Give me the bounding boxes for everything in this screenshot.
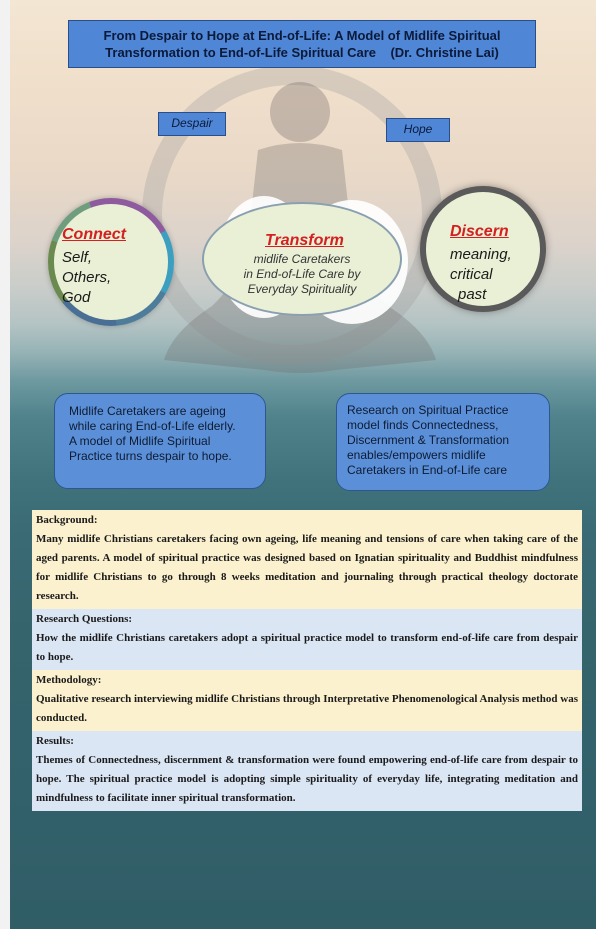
hope-label: Hope	[386, 118, 450, 142]
summary-left-line: A model of Midlife Spiritual	[69, 434, 211, 448]
connect-line: Others,	[62, 269, 112, 286]
results-heading: Results:	[36, 735, 74, 747]
connect-line: Self,	[62, 249, 93, 266]
discern-title: Discern	[450, 223, 509, 240]
connect-text	[62, 248, 111, 308]
summary-right-line: Research on Spiritual Practice	[347, 403, 509, 417]
summary-left-line: Midlife Caretakers are ageing	[69, 404, 226, 418]
background-body: Many midlife Christians caretakers facing own ageing, life meaning and tensions of care when taking care of the aged parents. A model of spiritual practice was designed based on Ignatian spirituality and Buddhist mindfulness for midlife Christians to go through 8 weeks meditation and journaling through practical theology doctorate research.	[36, 533, 578, 602]
summary-right-line: Discernment & Transformation	[347, 433, 510, 447]
transform-title: Transform	[265, 232, 344, 249]
transform-line: Everyday Spirituality	[247, 282, 357, 296]
research-questions-body: How the midlife Christians caretakers adopt a spiritual practice model to transform end-of-life care from despair to hope.	[36, 632, 578, 663]
discern-text	[450, 245, 512, 305]
background-heading: Background:	[36, 514, 98, 526]
poster-title-line-2: Transformation to End-of-Life Spiritual Care (Dr. Christine Lai)	[105, 45, 499, 60]
summary-right-line: Caretakers in End-of-Life care	[347, 463, 508, 477]
poster-title-box	[68, 20, 536, 68]
connect-line: God	[62, 289, 91, 306]
methodology-body: Qualitative research interviewing midlife Christians through Interpretative Phenomenological Analysis method was conducted.	[36, 693, 578, 724]
summary-right-line: enables/empowers midlife	[347, 448, 486, 462]
discern-line: critical	[450, 266, 493, 283]
methodology-heading: Methodology:	[36, 674, 102, 686]
left-margin-strip	[0, 0, 10, 929]
discern-line: past	[458, 286, 487, 303]
connect-title: Connect	[62, 226, 126, 243]
summary-box-right	[336, 393, 550, 491]
discern-line: meaning,	[450, 246, 512, 263]
transform-line: midlife Caretakers	[253, 252, 351, 266]
results-body: Themes of Connectedness, discernment & transformation were found empowering end-of-life care from despair to hope. The spiritual practice model is adopting simple spirituality of everyday life, integrating meditation and mindfulness to facilitate inner spiritual transformation.	[36, 754, 578, 804]
summary-left-line: Practice turns despair to hope.	[69, 449, 232, 463]
poster-title-line-1: From Despair to Hope at End-of-Life: A Model of Midlife Spiritual	[103, 28, 501, 43]
background-section	[32, 510, 582, 609]
research-questions-heading: Research Questions:	[36, 613, 133, 625]
results-section	[32, 731, 582, 811]
summary-box-left	[54, 393, 266, 489]
summary-left-line: while caring End-of-Life elderly.	[69, 419, 236, 433]
summary-right-line: model finds Connectedness,	[347, 418, 499, 432]
research-questions-section	[32, 609, 582, 670]
methodology-section	[32, 670, 582, 731]
research-sections	[32, 510, 582, 811]
despair-label: Despair	[158, 112, 226, 136]
transform-text	[202, 252, 402, 297]
transform-line: in End-of-Life Care by	[243, 267, 361, 281]
